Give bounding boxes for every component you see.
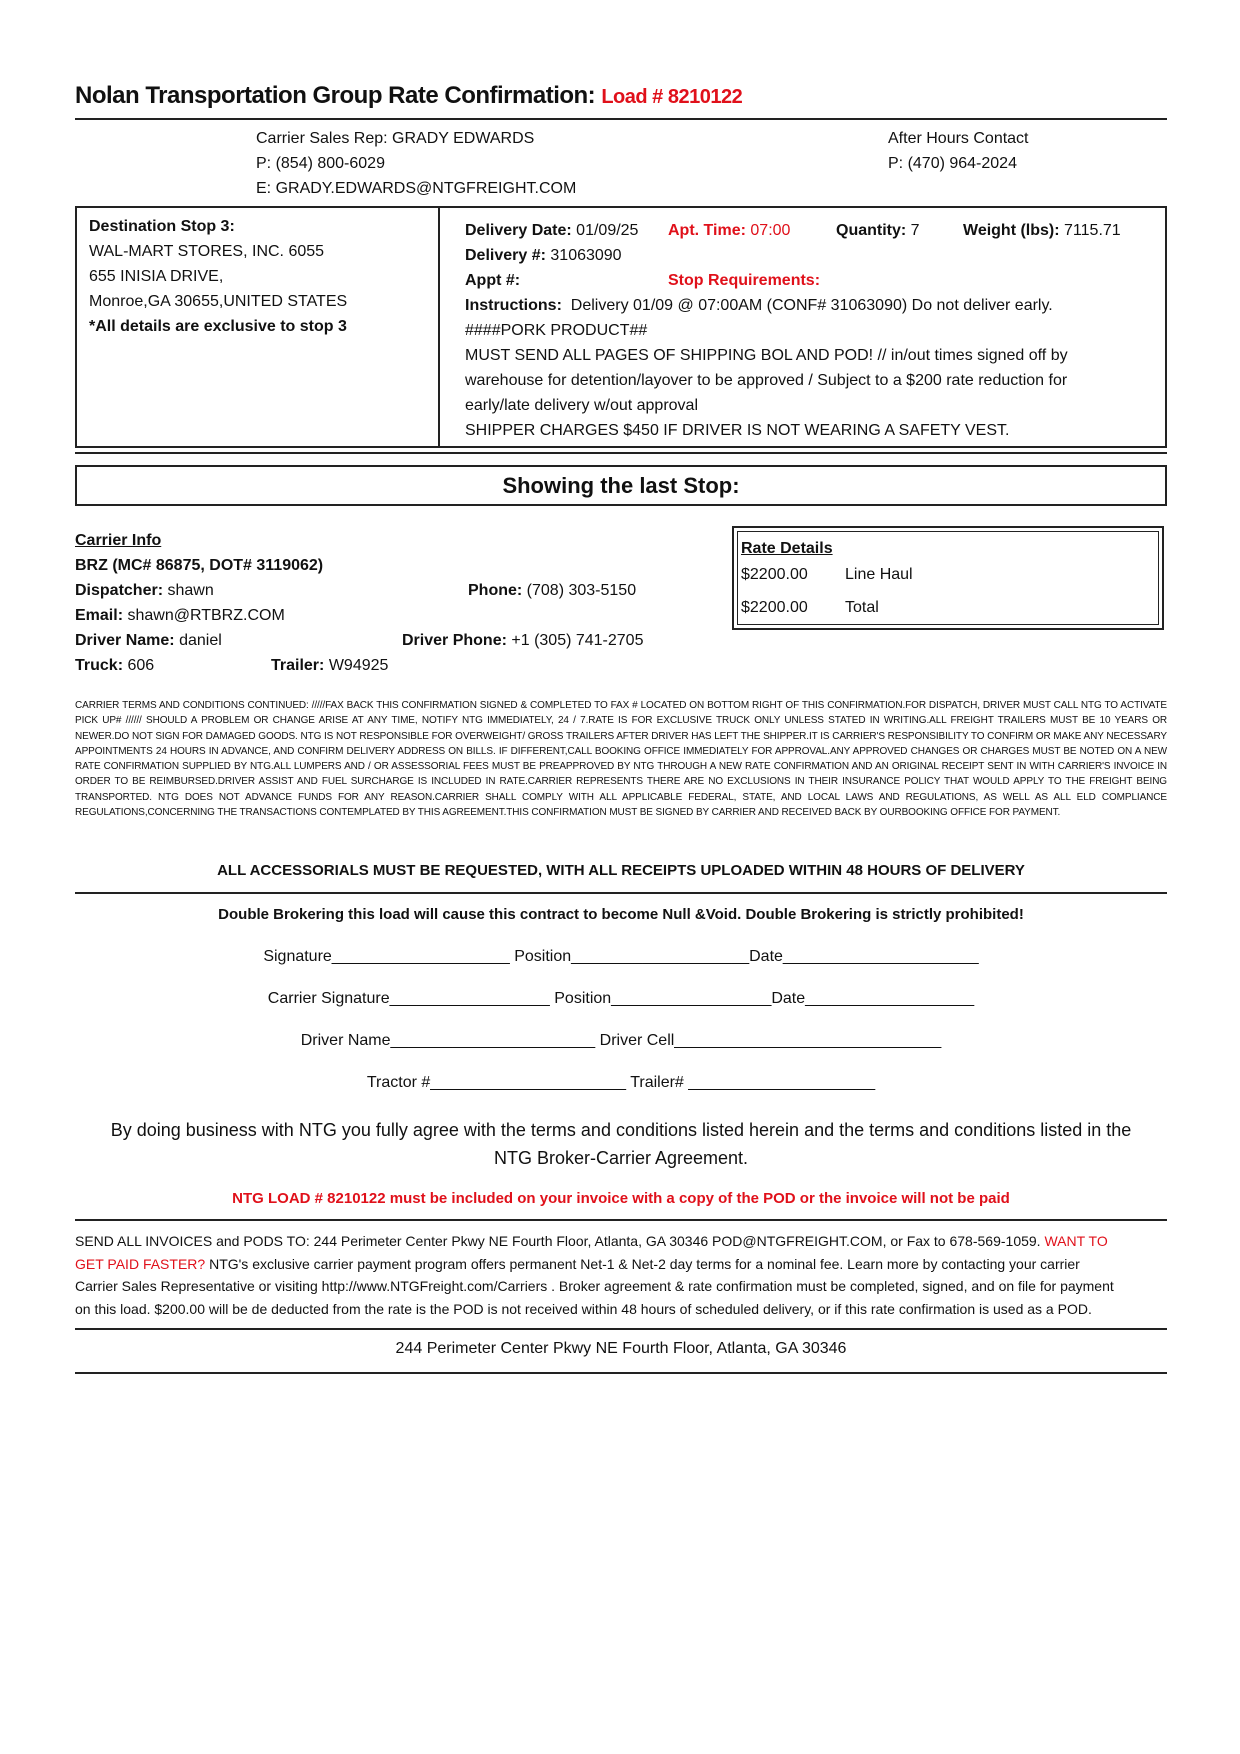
invoice-notice: NTG LOAD # 8210122 must be included on your invoice with a copy of the POD or the invoice will not be paid <box>232 1190 1010 1207</box>
rate-details-box <box>732 526 1164 630</box>
sales-rep-phone: P: (854) 800-6029 <box>256 155 385 172</box>
send-invoices-info <box>75 1230 1167 1320</box>
email-value: shawn@RTBRZ.COM <box>127 607 285 624</box>
dispatcher-value: shawn <box>167 582 214 599</box>
stop-requirements-label: Stop Requirements: <box>668 272 821 289</box>
instructions-line-5: early/late delivery w/out approval <box>465 397 699 414</box>
stop-details <box>440 208 1165 456</box>
invoice-rule <box>75 1219 1167 1221</box>
instructions-line-2: ####PORK PRODUCT## <box>465 322 648 339</box>
rate-label: Total <box>845 599 879 616</box>
after-hours-phone: P: (470) 964-2024 <box>888 155 1017 172</box>
weight-value: 7115.71 <box>1064 222 1121 239</box>
stop-address-line1: 655 INISIA DRIVE, <box>89 268 224 285</box>
page-title <box>75 82 742 110</box>
quantity-value: 7 <box>910 222 920 239</box>
send-invoices-line-4: on this load. $200.00 will be de deducted from the rate is the POD is not received within 48 hours of scheduled delivery, or if this rate confirmation is used as a POD. <box>75 1300 1092 1317</box>
notice-rule <box>75 892 1167 894</box>
tractor-trailer-line[interactable]: Tractor #______________________ Trailer# _____________________ <box>366 1074 876 1091</box>
driver-phone-value: +1 (305) 741-2705 <box>511 632 644 649</box>
payment-program-text: NTG's exclusive carrier payment program offers permanent Net-1 & Net-2 day terms for a nominal fee. Learn more by contacting your carrier <box>209 1255 1080 1272</box>
rate-amount: $2200.00 <box>741 566 808 583</box>
delivery-number-label: Delivery #: <box>465 247 546 264</box>
phone-label: Phone: <box>468 582 523 599</box>
accessorials-notice: ALL ACCESSORIALS MUST BE REQUESTED, WITH ALL RECEIPTS UPLOADED WITHIN 48 HOURS OF DELIVERY <box>217 862 1025 879</box>
email-field <box>75 607 285 625</box>
agreement-line-1: By doing business with NTG you fully agree with the terms and conditions listed herein and the terms and conditions listed in the <box>110 1120 1132 1140</box>
carrier-name: BRZ (MC# 86875, DOT# 3119062) <box>75 557 324 574</box>
stop-heading: Destination Stop 3: <box>89 218 235 235</box>
instructions-text: Delivery 01/09 @ 07:00AM (CONF# 31063090) Do not deliver early. <box>570 297 1053 314</box>
footer-top-rule <box>75 1328 1167 1330</box>
load-number: Load # 8210122 <box>601 86 743 108</box>
instructions-label: Instructions: <box>465 297 562 314</box>
sales-rep-email: E: GRADY.EDWARDS@NTGFREIGHT.COM <box>256 180 577 197</box>
after-hours-contact <box>888 126 1029 176</box>
trailer-field <box>271 657 388 675</box>
stop-address-line2: Monroe,GA 30655,UNITED STATES <box>89 293 348 310</box>
rate-amount: $2200.00 <box>741 599 808 616</box>
appt-number-label: Appt #: <box>465 272 521 289</box>
destination-stop-box <box>75 206 1167 448</box>
send-invoices-line-3: Carrier Sales Representative or visiting http://www.NTGFreight.com/Carriers . Broker agreement & rate confirmation must be completed, signed, and on file for payment <box>75 1278 1114 1294</box>
footer-address: 244 Perimeter Center Pkwy NE Fourth Floor, Atlanta, GA 30346 <box>395 1340 847 1357</box>
trailer-value: W94925 <box>328 657 389 674</box>
signature-line[interactable]: Signature____________________ Position____________________Date______________________ <box>263 948 979 965</box>
trailer-label: Trailer: <box>271 657 325 674</box>
send-invoices-text: SEND ALL INVOICES and PODS TO: 244 Perimeter Center Pkwy NE Fourth Floor, Atlanta, GA 30346 POD@NTGFREIGHT.COM, or Fax to 678-569-1059. <box>75 1233 1041 1249</box>
email-label: Email: <box>75 607 124 624</box>
terms-and-conditions: CARRIER TERMS AND CONDITIONS CONTINUED: /////FAX BACK THIS CONFIRMATION SIGNED & COMPLETED TO FAX # LOCATED ON BOTTOM RIGHT OF THIS CONFIRMATION.FOR DISPATCH, DRIVER MUST CALL NTG TO ACTIVATE PICK UP# ////// SHOULD A PROBLEM OR CHANGE ARISE AT ANY TIME, NOTIFY NTG IMMEDIATELY, 24 / 7.RATE IS FOR EXCLUSIVE TRUCK ONLY UNLESS STATED IN WRITING.ALL FREIGHT TRAILERS MUST BE 10 YEARS OR NEWER.DO NOT SIGN FOR DAMAGED GOODS. NTG IS NOT RESPONSIBLE FOR OVERWEIGHT/ GROSS TRAILERS AFTER DRIVER HAS LEFT THE SHIPPER.IT IS CARRIER'S RESPONSIBILITY TO CONFIRM OR MAKE ANY NECESSARY APPOINTMENTS 24 HOURS IN ADVANCE, AND CONFIRM DELIVERY ADDRESS ON BILLS. IF DIFFERENT,CALL BOOKING OFFICE IMMEDIATELY FOR APPROVAL.ANY APPROVED CHANGES OR CHARGES MUST BE NOTED ON A NEW RATE CONFIRMATION SUPPLIED BY NTG.ALL LUMPERS AND / OR ASSESSORIAL FEES MUST BE PREAPPROVED BY NTG THROUGH A NEW RATE CONFIRMATION AND AN ORIGINAL RECEIPT SENT IN WITH CARRIER'S INVOICE IN ORDER TO BE REIMBURSED.DRIVER ASSIST AND FUEL SURCHARGE IS INCLUDED IN RATE.CARRIER REPRESENTS THERE ARE NO EXCLUSIONS IN THEIR INSURANCE POLICY THAT WOULD APPLY TO THE FREIGHT BEING TRANSPORTED. NTG DOES NOT ADVANCE FUNDS FOR ANY REASON.CARRIER SHALL COMPLY WITH ALL APPLICABLE FEDERAL, STATE, AND LOCAL LAWS AND REGULATIONS, AS WELL AS ALL ELD COMPLIANCE REGULATIONS,CONCERNING THE TRANSACTIONS CONTEMPLATED BY THIS AGREEMENT.THIS CONFIRMATION MUST BE SIGNED BY CARRIER AND RECEIVED BACK BY OURBOOKING OFFICE FOR PAYMENT. <box>75 700 1167 819</box>
driver-name-line[interactable]: Driver Name_______________________ Driver Cell______________________________ <box>300 1032 942 1049</box>
sales-rep-contact <box>256 126 576 201</box>
carrier-signature-line[interactable]: Carrier Signature__________________ Position__________________Date___________________ <box>267 990 975 1007</box>
instructions-line-6: SHIPPER CHARGES $450 IF DRIVER IS NOT WEARING A SAFETY VEST. <box>465 422 1010 439</box>
dispatcher-label: Dispatcher: <box>75 582 164 599</box>
stop-name: WAL-MART STORES, INC. 6055 <box>89 243 325 260</box>
driver-name-label: Driver Name: <box>75 632 175 649</box>
truck-value: 606 <box>127 657 155 674</box>
agreement-statement <box>75 1116 1167 1172</box>
delivery-number-value: 31063090 <box>550 247 622 264</box>
sales-rep-name: Carrier Sales Rep: GRADY EDWARDS <box>256 130 535 147</box>
rate-details-heading: Rate Details <box>741 540 833 557</box>
dispatcher-field <box>75 582 214 600</box>
truck-label: Truck: <box>75 657 124 674</box>
driver-name-field <box>75 632 222 650</box>
quantity-label: Quantity: <box>836 222 907 239</box>
instructions-line-4: warehouse for detention/layover to be approved / Subject to a $200 rate reduction for <box>465 372 1068 389</box>
truck-field <box>75 657 154 675</box>
double-brokering-notice: Double Brokering this load will cause this contract to become Null &Void. Double Brokering is strictly prohibited! <box>218 906 1024 923</box>
driver-name-value: daniel <box>179 632 222 649</box>
stop-address <box>77 208 440 446</box>
title-text: Nolan Transportation Group Rate Confirmation: <box>75 82 596 109</box>
rate-row <box>741 599 1158 624</box>
delivery-date-value: 01/09/25 <box>576 222 639 239</box>
rate-row <box>741 566 1158 599</box>
want-to-text: WANT TO <box>1044 1233 1108 1249</box>
apt-time-label: Apt. Time: <box>668 222 746 239</box>
driver-phone-label: Driver Phone: <box>402 632 507 649</box>
agreement-line-2: NTG Broker-Carrier Agreement. <box>493 1148 749 1168</box>
driver-phone-field <box>402 632 643 650</box>
footer-bottom-rule <box>75 1372 1167 1374</box>
stop-exclusive-note: *All details are exclusive to stop 3 <box>89 318 347 335</box>
get-paid-faster-text: GET PAID FASTER? <box>75 1255 206 1272</box>
phone-value: (708) 303-5150 <box>526 582 637 599</box>
title-rule <box>75 118 1167 120</box>
last-stop-banner: Showing the last Stop: <box>75 465 1167 506</box>
instructions-line-3: MUST SEND ALL PAGES OF SHIPPING BOL AND POD! // in/out times signed off by <box>465 347 1068 364</box>
delivery-date-label: Delivery Date: <box>465 222 572 239</box>
weight-label: Weight (lbs): <box>963 222 1060 239</box>
after-hours-label: After Hours Contact <box>888 130 1029 147</box>
apt-time-value: 07:00 <box>750 222 791 239</box>
carrier-info-heading: Carrier Info <box>75 532 162 549</box>
rate-label: Line Haul <box>845 566 913 583</box>
stop-box-double-rule <box>75 452 1167 454</box>
phone-field <box>468 582 636 600</box>
